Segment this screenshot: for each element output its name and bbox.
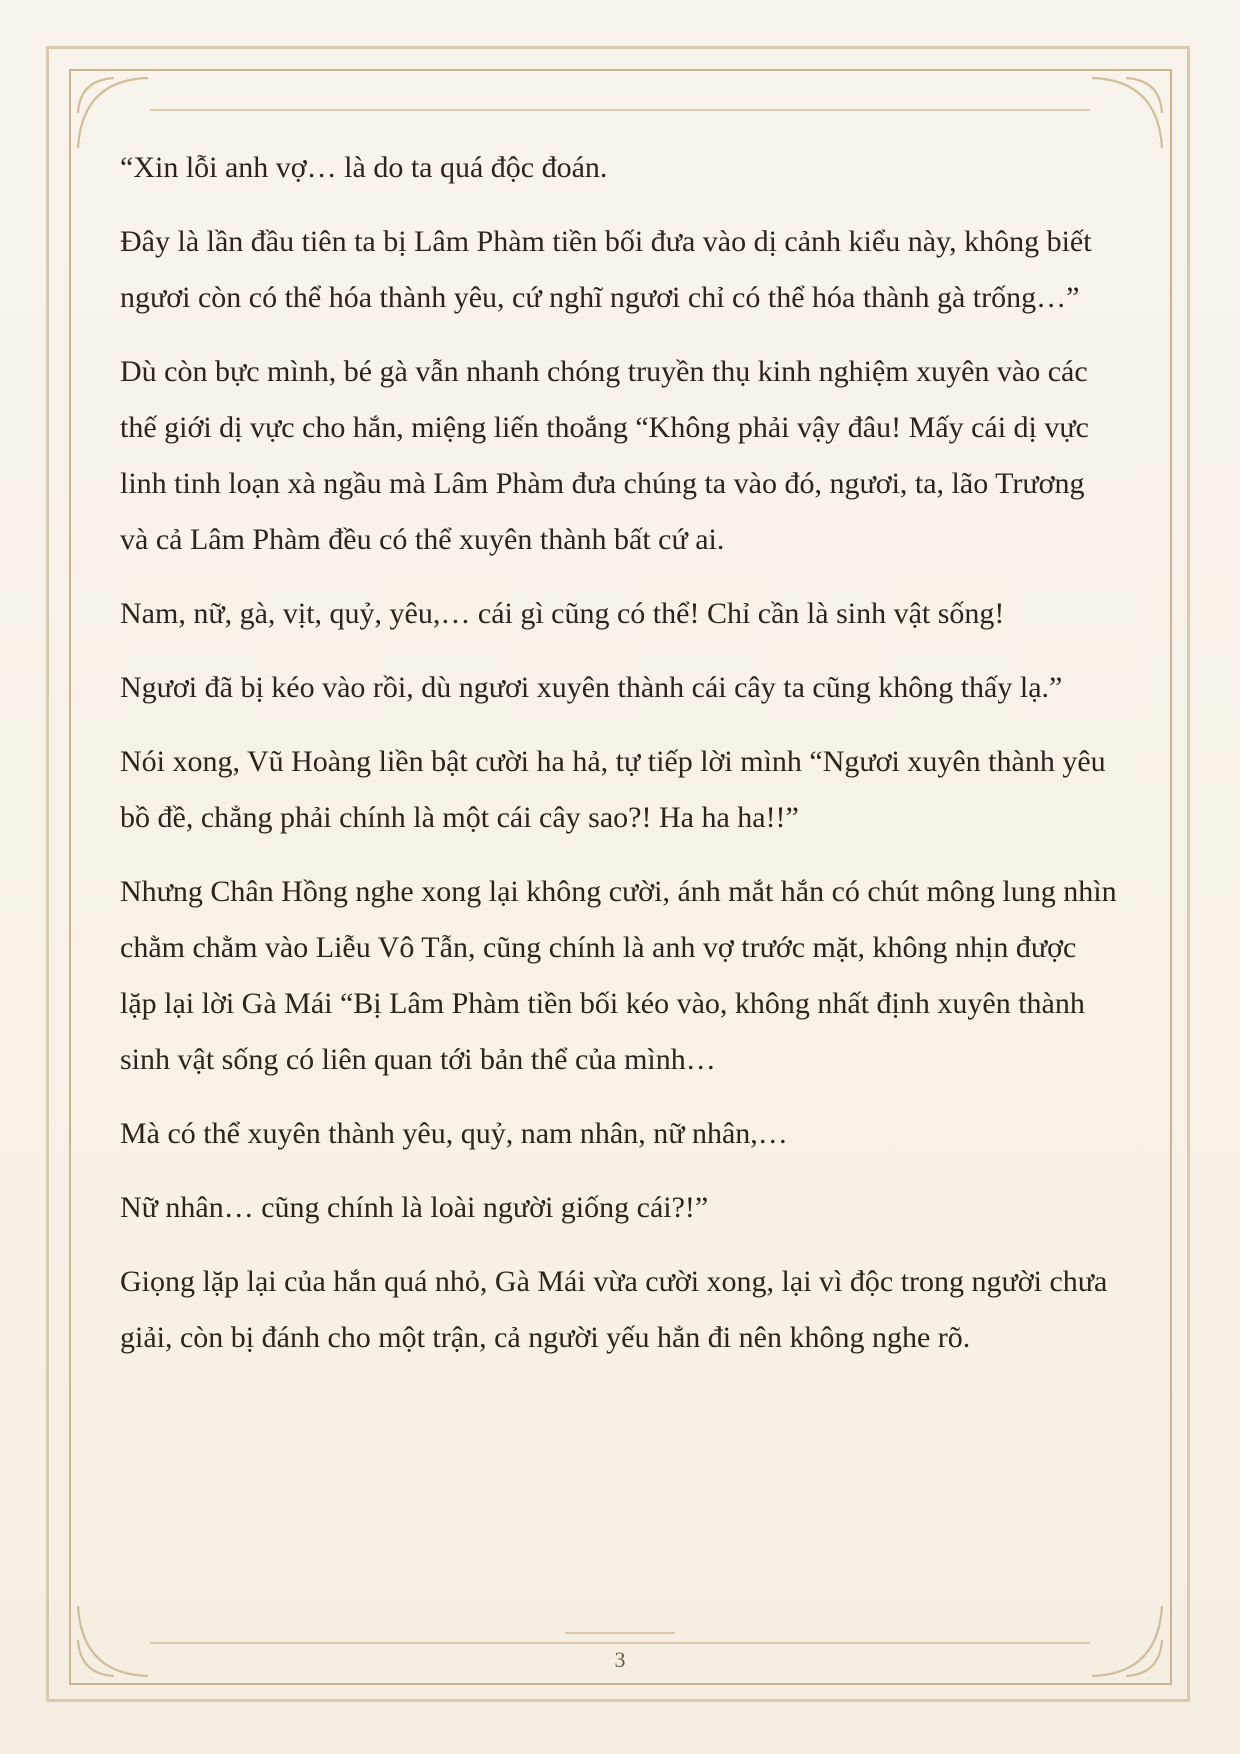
paragraph: Mà có thể xuyên thành yêu, quỷ, nam nhân, nữ nhân,… [120,1117,788,1150]
paragraph: Dù còn bực mình, bé gà vẫn nhanh chóng truyền thụ kinh nghiệm xuyên vào các thế giới dị vực cho hắn, miệng liến thoắng “Không phải vậy đâu! Mấy cái dị vực linh tinh loạn xà ngầu mà Lâm Phàm đưa chúng ta vào đó, ngươi, ta, lão Trương và cả Lâm Phàm đều có thể xuyên thành bất cứ ai. [120,355,1089,556]
paragraph: “Xin lỗi anh vợ… là do ta quá độc đoán. [120,151,608,184]
paragraph: Ngươi đã bị kéo vào rồi, dù ngươi xuyên thành cái cây ta cũng không thấy lạ.” [120,671,1063,704]
paragraph: Nhưng Chân Hồng nghe xong lại không cười, ánh mắt hắn có chút mông lung nhìn chằm chằm vào Liễu Vô Tẫn, cũng chính là anh vợ trước mặt, không nhịn được lặp lại lời Gà Mái “Bị Lâm Phàm tiền bối kéo vào, không nhất định xuyên thành sinh vật sống có liên quan tới bản thể của mình… [120,875,1117,1076]
paragraph: Nam, nữ, gà, vịt, quỷ, yêu,… cái gì cũng có thể! Chỉ cần là sinh vật sống! [120,597,1005,630]
paragraph: Nói xong, Vũ Hoàng liền bật cười ha hả, tự tiếp lời mình “Ngươi xuyên thành yêu bồ đề, chẳng phải chính là một cái cây sao?! Ha ha ha!!” [120,745,1106,834]
page-number: 3 [614,1647,626,1672]
paragraph: Đây là lần đầu tiên ta bị Lâm Phàm tiền bối đưa vào dị cảnh kiểu này, không biết ngươi còn có thể hóa thành yêu, cứ nghĩ ngươi chỉ có thể hóa thành gà trống…” [120,225,1092,314]
paragraph: Nữ nhân… cũng chính là loài người giống cái?!” [120,1191,709,1224]
paragraph: Giọng lặp lại của hắn quá nhỏ, Gà Mái vừa cười xong, lại vì độc trong người chưa giải, còn bị đánh cho một trận, cả người yếu hẳn đi nên không nghe rõ. [120,1265,1108,1354]
document-body [120,140,1120,1384]
